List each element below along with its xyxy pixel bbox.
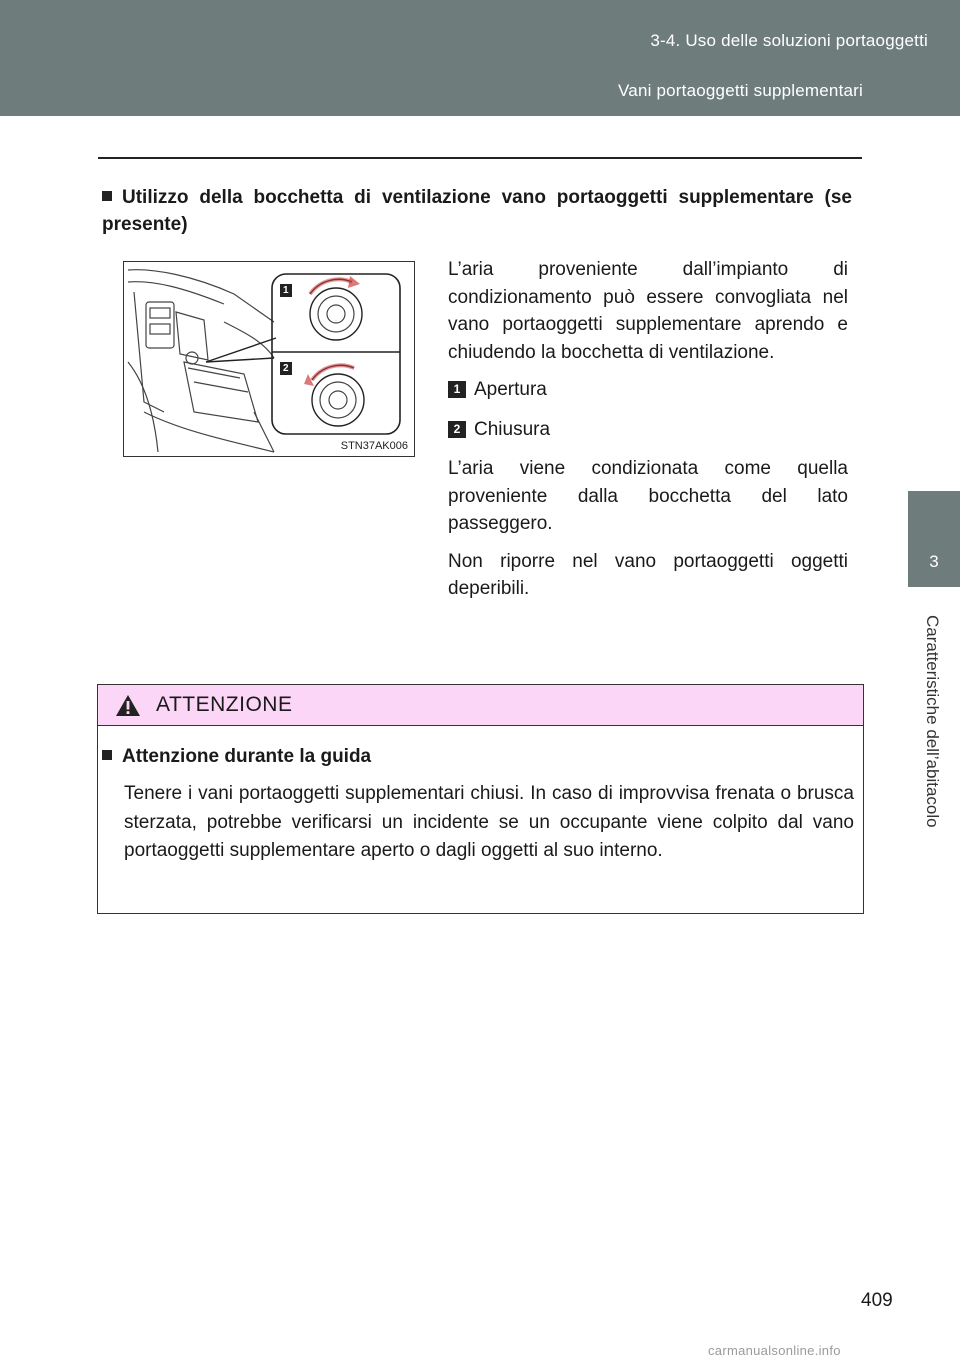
description <box>448 256 848 613</box>
bullet-square-icon <box>102 191 112 201</box>
warning-icon <box>115 694 141 717</box>
page-number: 409 <box>861 1290 893 1311</box>
warning-text: Tenere i vani portaoggetti supplementari chiusi. In caso di improvvisa frenata o brusca sterzata, potrebbe verificarsi un incidente se un occupante viene colpito dal vano portaoggetti supplementare aperto o dagli oggetti al suo interno. <box>124 783 854 861</box>
warning-title: Attenzione durante la guida <box>102 746 371 768</box>
step-number: 1 <box>448 381 466 398</box>
chapter-tab: 3 <box>908 491 960 587</box>
section-heading: Utilizzo della bocchetta di ventilazione vano portaoggetti supplementare (se presente) <box>102 187 852 235</box>
watermark: carmanualsonline.info <box>708 1343 841 1358</box>
intro-paragraph: L’aria proveniente dall’impianto di condizionamento può essere convogliata nel vano portaoggetti supplementare aprendo e chiudendo la bocchetta di ventilazione. <box>448 259 848 363</box>
chapter-label-text: Caratteristiche dell’abitacolo <box>923 615 942 828</box>
step-close <box>448 416 848 444</box>
chapter-label <box>922 615 946 895</box>
step-number: 2 <box>448 421 466 438</box>
page-header <box>0 0 960 116</box>
step-label: Chiusura <box>474 418 551 440</box>
warning-box <box>97 684 864 914</box>
note-paragraph: Non riporre nel vano portaoggetti oggetti deperibili. <box>448 550 848 599</box>
step-open <box>448 376 848 404</box>
dashboard-vent-drawing <box>124 262 414 456</box>
step-label: Apertura <box>474 379 547 400</box>
section-title: 3-4. Uso delle soluzioni portaoggetti <box>650 31 928 50</box>
warning-header <box>98 685 863 726</box>
warning-heading: ATTENZIONE <box>156 693 293 716</box>
subsection-title: Vani portaoggetti supplementari <box>618 81 863 100</box>
callout-1-label: 1 <box>283 285 289 296</box>
callout-2-label: 2 <box>283 363 289 374</box>
note-paragraph: L’aria viene condizionata come quella proveniente dalla bocchetta del lato passeggero. <box>448 458 848 534</box>
divider <box>98 157 862 159</box>
vent-illustration <box>123 261 415 457</box>
figure-code: STN37AK006 <box>340 440 408 452</box>
bullet-square-icon <box>102 750 112 760</box>
